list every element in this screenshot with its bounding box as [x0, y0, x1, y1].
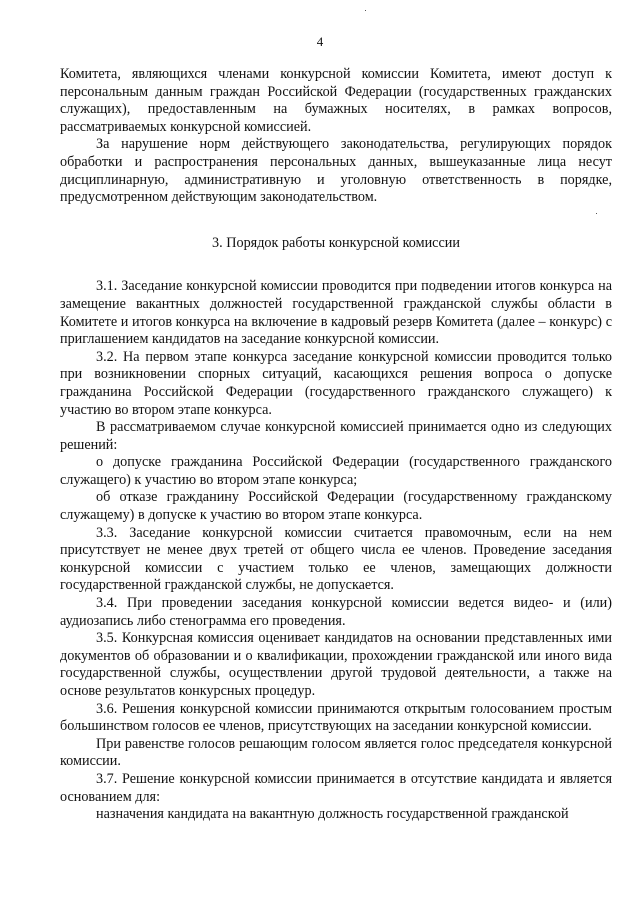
paragraph: назначения кандидата на вакантную должность государственной гражданской: [96, 806, 569, 823]
paragraph: 3.3. Заседание конкурсной комиссии считается правомочным, если на нем присутствует не менее двух третей от общего числа ее членов. Проведение заседания конкурсной комиссии с участием только ее членов, замещающих должности государственной гражданской службы, не допускается.: [60, 524, 612, 594]
page-number: 4: [316, 34, 324, 49]
paragraph: об отказе гражданину Российской Федерации (государственному гражданскому служащему) в допуске к участию во втором этапе конкурса.: [60, 489, 612, 524]
paragraph: о допуске гражданина Российской Федерации (государственного гражданского служащего) к участию во втором этапе конкурса;: [60, 454, 612, 488]
paragraph: 3.6. Решения конкурсной комиссии принимаются открытым голосованием простым большинством голосов ее членов, присутствующих на заседании конкурсной комиссии.: [60, 700, 612, 735]
scan-speck: [365, 10, 366, 11]
document-body: [60, 66, 612, 824]
paragraph: 3.5. Конкурсная комиссия оценивает кандидатов на основании представленных ими документов об образовании и о квалификации, прохождении гражданской или иного вида государственной службы, осуществлении другой трудовой деятельности, а также на основе результатов конкурсных процедур.: [60, 630, 612, 699]
paragraph: В рассматриваемом случае конкурсной комиссией принимается одно из следующих решений:: [60, 419, 612, 453]
paragraph: За нарушение норм действующего законодательства, регулирующих порядок обработки и распространения персональных данных, вышеуказанные лица несут дисциплинарную, административную и уголовную ответственность в порядке, предусмотренном действующим законодательством.: [60, 136, 612, 206]
paragraph: Комитета, являющихся членами конкурсной комиссии Комитета, имеют доступ к персональным данным граждан Российской Федерации (государственных гражданских служащих), предоставленным на бумажных носителях, в рамках вопросов, рассматриваемых конкурсной комиссией.: [60, 66, 612, 135]
paragraph: 3.2. На первом этапе конкурса заседание конкурсной комиссии проводится только при возникновении спорных ситуаций, касающихся решения вопроса о допуске гражданина Российской Федерации (государственного гражданского служащего) к участию во втором этапе конкурса.: [60, 348, 612, 418]
paragraph: При равенстве голосов решающим голосом является голос председателя конкурсной комиссии.: [60, 735, 612, 770]
paragraph: 3.4. При проведении заседания конкурсной комиссии ведется видео- и (или) аудиозапись либо стенограмма его проведения.: [60, 595, 612, 629]
paragraph: 3.7. Решение конкурсной комиссии принимается в отсутствие кандидата и является основанием для:: [60, 770, 612, 805]
section-heading: 3. Порядок работы конкурсной комиссии: [212, 234, 460, 251]
paragraph: 3.1. Заседание конкурсной комиссии проводится при подведении итогов конкурса на замещение вакантных должностей государственной гражданской службы области в Комитете и итогов конкурса на включение в кадровый резерв Комитета (далее – конкурс) с приглашением кандидатов на заседание конкурсной комиссии.: [60, 278, 612, 348]
